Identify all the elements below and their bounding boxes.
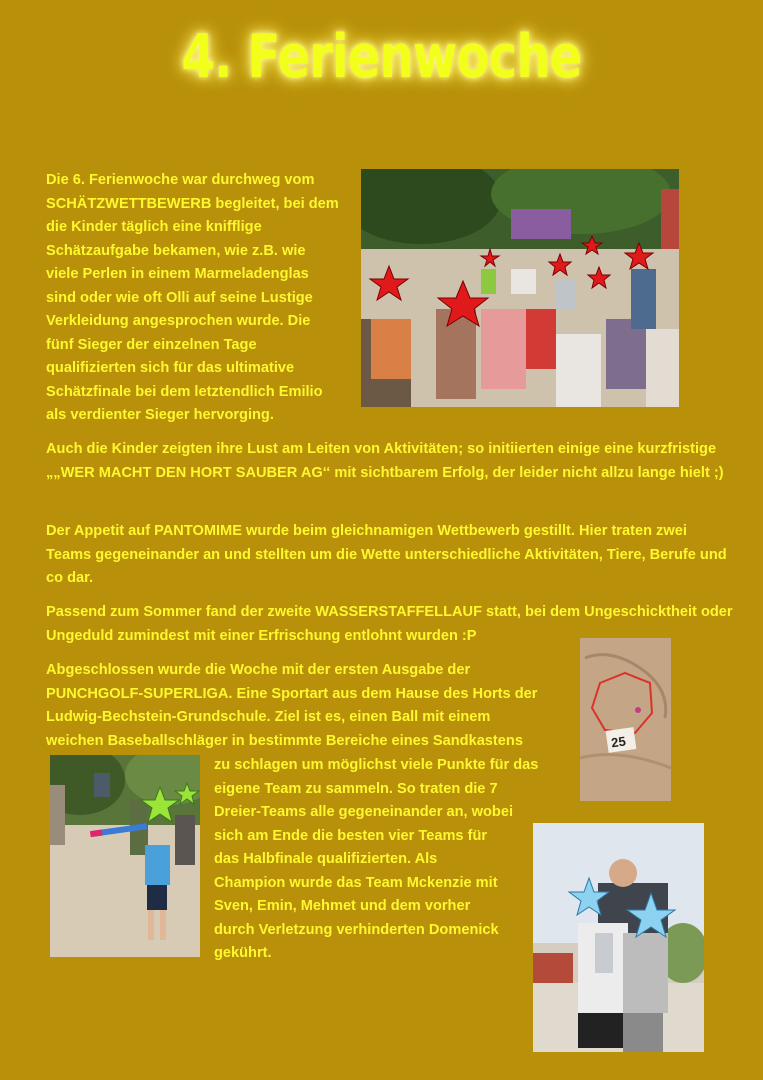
hort-sauber-paragraph: Auch die Kinder zeigten ihre Lust am Leiten von Aktivitäten; so initiierten einige eine kurzfristige „„WER MACHT DEN HORT SAUBER AG‘‘ mit sichtbarem Erfolg, der leider nicht allzu lange hielt ;) (46, 441, 724, 481)
text-line: fünf Sieger der einzelnen Tage (46, 336, 257, 353)
text-line: eigene Team zu sammeln. So traten die 7 (214, 780, 498, 797)
punchgolf-intro-paragraph (46, 659, 576, 753)
text-line: Schätzaufgabe bekamen, wie z.B. wie (46, 242, 306, 259)
text-line: PUNCHGOLF-SUPERLIGA. Eine Sportart aus dem Hause des Horts der (46, 685, 538, 702)
text-line: Schätzfinale bei dem letztendlich Emilio (46, 383, 323, 400)
text-line: sich am Ende die besten vier Teams für (214, 827, 488, 844)
text-line: die Kinder täglich eine knifflige (46, 219, 262, 235)
text-line: zu schlagen um möglichst viele Punkte für das (214, 757, 539, 773)
text-line: das Halbfinale qualifizierten. Als (214, 851, 438, 867)
text-line: Sven, Emin, Mehmet und dem vorher (214, 898, 471, 914)
punchgolf-result-paragraph (214, 754, 574, 966)
text-line: Die 6. Ferienwoche war durchweg vom (46, 172, 315, 188)
text-line: qualifizierten sich für das ultimative (46, 360, 295, 376)
photo-sandbox-target (580, 638, 671, 801)
text-line: gekührt. (214, 945, 272, 961)
text-line: Ludwig-Bechstein-Grundschule. Ziel ist es, einen Ball mit einem (46, 709, 491, 725)
text-line: sind oder wie oft Olli auf seine Lustige (46, 289, 313, 306)
photo-punchgolf-player (50, 755, 200, 957)
text-line: Champion wurde das Team Mckenzie mit (214, 874, 498, 891)
text-line: durch Verletzung verhinderten Domenick (214, 921, 499, 938)
photo-estimation-contest (361, 169, 679, 407)
text-line: viele Perlen in einem Marmeladenglas (46, 266, 309, 282)
sand-number-label: 25 (610, 733, 627, 751)
text-line: Abgeschlossen wurde die Woche mit der ersten Ausgabe der (46, 662, 471, 678)
intro-paragraph (46, 169, 366, 428)
text-line: Verkleidung angesprochen wurde. Die (46, 313, 311, 329)
wasserstaffellauf-paragraph: Passend zum Sommer fand der zweite WASSERSTAFFELLAUF statt, bei dem Ungeschicktheit oder Ungeduld zumindest mit einer Erfrischung entlohnt wurden :P (46, 604, 733, 644)
text-line: Dreier-Teams alle gegeneinander an, wobei (214, 804, 514, 820)
page-title: 4. Ferienwoche (181, 22, 582, 92)
text-line: weichen Baseballschläger in bestimmte Bereiche eines Sandkastens (46, 732, 523, 749)
pantomime-paragraph: Der Appetit auf PANTOMIME wurde beim gleichnamigen Wettbewerb gestillt. Hier traten zwei Teams gegeneinander an und stellten um die Wette unterschiedliche Aktivitäten, Tiere, Berufe und co dar. (46, 523, 727, 586)
text-line: als verdienter Sieger hervorging. (46, 407, 274, 423)
photo-champions (533, 823, 704, 1052)
text-line: SCHÄTZWETTBEWERB begleitet, bei dem (46, 195, 339, 212)
